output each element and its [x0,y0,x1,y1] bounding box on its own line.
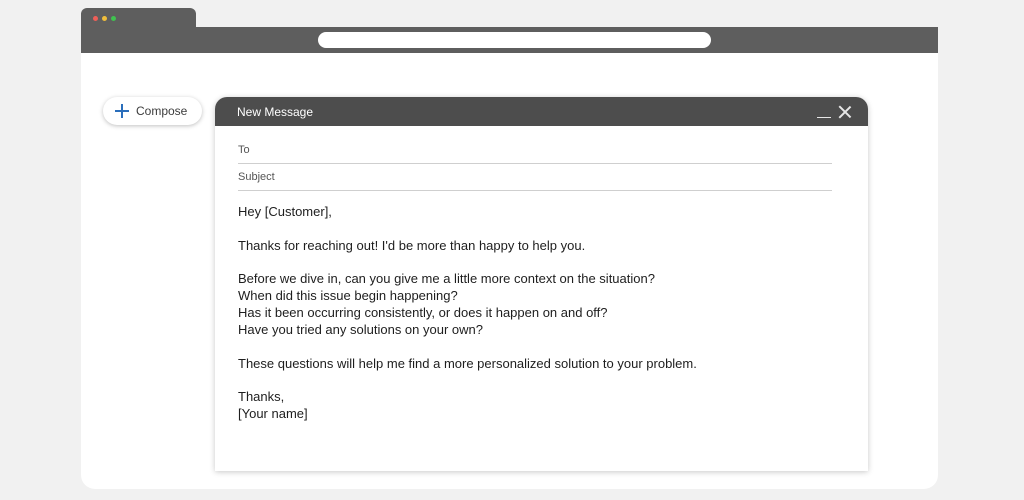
body-line: Before we dive in, can you give me a little more context on the situation? [238,271,655,286]
body-signature: [Your name] [238,406,308,421]
body-signoff: Thanks, [238,389,285,404]
maximize-window-dot[interactable] [111,16,116,21]
new-message-window [215,97,868,471]
body-greeting: Hey [Customer], [238,204,332,219]
body-line: These questions will help me find a more personalized solution to your problem. [238,355,697,371]
compose-label: Compose [136,104,188,118]
message-header [215,97,868,126]
message-title: New Message [237,105,314,119]
minimize-window-dot[interactable] [102,16,107,21]
message-body[interactable] [238,203,838,422]
to-label: To [238,144,250,156]
address-bar[interactable] [318,32,711,48]
subject-label: Subject [238,171,275,183]
body-line: Has it been occurring consistently, or does it happen on and off? [238,305,608,320]
window-controls [93,16,116,21]
close-window-dot[interactable] [93,16,98,21]
to-field[interactable] [238,137,832,164]
plus-icon [115,104,129,118]
minimize-icon[interactable] [816,105,832,119]
body-line: When did this issue begin happening? [238,288,458,303]
body-line: Thanks for reaching out! I'd be more than happy to help you. [238,237,586,253]
compose-button[interactable] [103,97,202,125]
browser-toolbar [81,27,938,53]
close-icon[interactable] [838,105,852,119]
body-line: Have you tried any solutions on your own? [238,322,483,337]
subject-field[interactable] [238,164,832,191]
